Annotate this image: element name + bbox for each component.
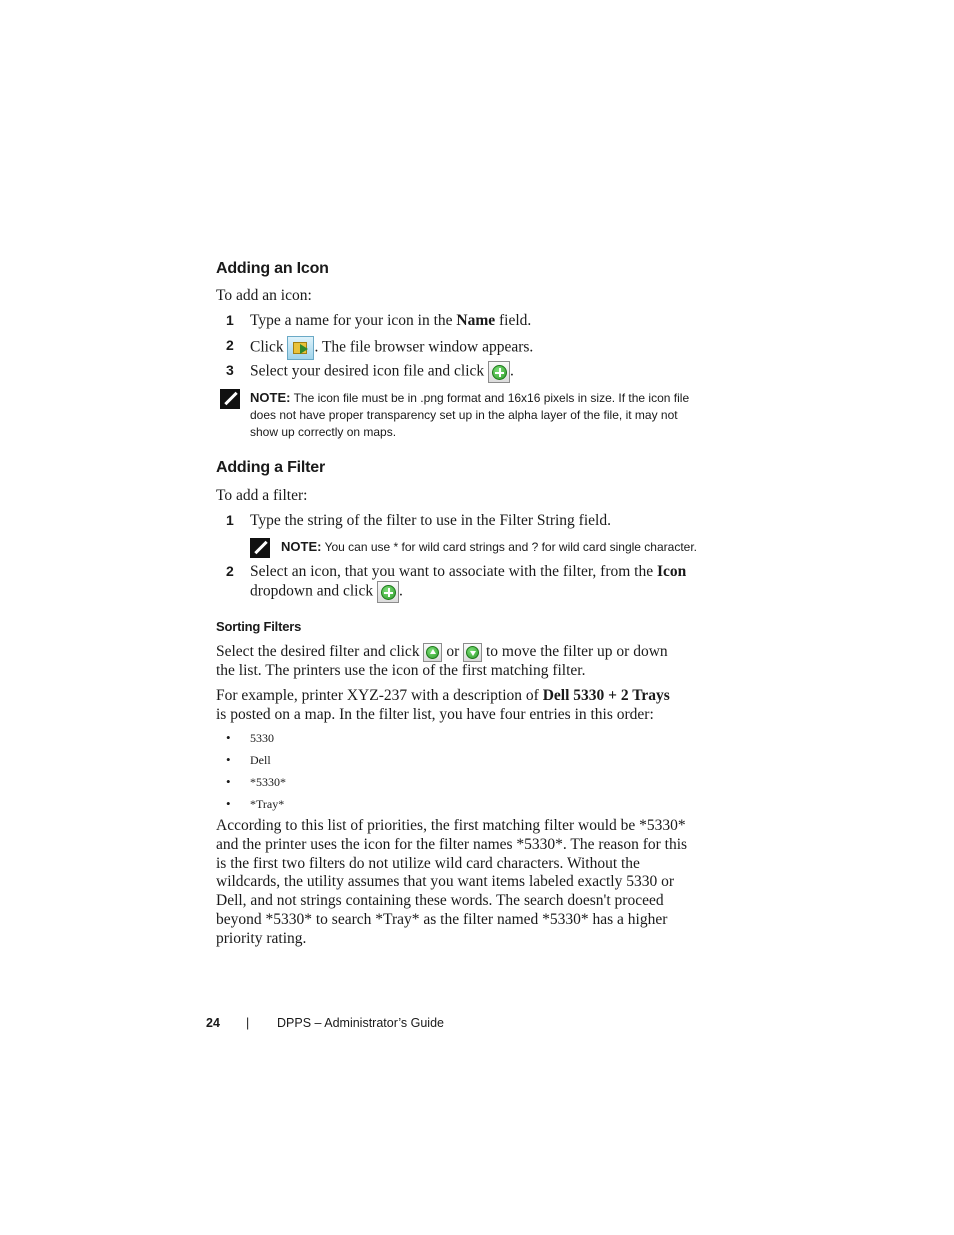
paragraph-line: and the printer uses the icon for the filter names *5330*. The reason for this [216,835,688,853]
section-intro: To add an icon: [216,287,312,304]
list-bullet: • [226,730,231,745]
step-number: 1 [226,512,234,528]
footer-title: DPPS – Administrator’s Guide [277,1016,444,1030]
paragraph-line: beyond *5330* to search *Tray* as the filter named *5330* has a higher [216,910,668,928]
list-bullet: • [226,796,231,811]
page-number: 24 [206,1016,220,1030]
step-text-part: . [398,582,403,600]
step-text-part: Click [250,338,288,356]
step-number: 3 [226,362,234,378]
paragraph-text: For example, printer XYZ-237 with a description of [216,687,543,704]
move-up-icon [423,643,442,662]
subsection-heading-sorting-filters: Sorting Filters [216,619,302,634]
step-number: 1 [226,312,234,328]
step-text-part: . The file browser window appears. [314,338,534,356]
paragraph-text: Select the desired filter and click [216,643,424,660]
section-intro: To add a filter: [216,487,308,504]
step-text-part: . [510,362,514,380]
section-heading-adding-icon: Adding an Icon [216,260,329,277]
step-text [250,562,686,581]
paragraph-line: According to this list of priorities, the first matching filter would be *5330* [216,817,686,834]
list-bullet: • [226,774,231,789]
note-text: does not have proper transparency set up in the alpha layer of the file, it may not [250,408,678,422]
paragraph-line: wildcards, the utility assumes that you want items labeled exactly 5330 or [216,873,675,891]
paragraph-line [216,642,668,662]
note-block [250,389,730,441]
green-plus-icon [488,361,510,383]
step-text [250,336,533,360]
list-bullet: • [226,752,231,767]
step-text: Type the string of the filter to use in the Filter String field. [250,512,611,529]
list-item: *5330* [250,775,286,789]
step-text-part: Select an icon, that you want to associate with the filter, from the [250,563,657,580]
note-pencil-icon [220,389,240,409]
note-block [281,538,697,556]
step-text [250,581,403,603]
folder-arrow-icon [287,336,314,360]
footer-separator: | [246,1016,250,1030]
paragraph-line: is the first two filters do not utilize wild card characters. Without the [216,854,640,872]
note-pencil-icon [250,538,270,558]
note-text: The icon file must be in .png format and 16x16 pixels in size. If the icon file [293,391,690,405]
step-text-part: dropdown and click [250,582,377,600]
paragraph-text: or [442,643,464,660]
step-number: 2 [226,337,234,353]
list-item: *Tray* [250,797,285,811]
section-heading-adding-filter: Adding a Filter [216,459,326,476]
paragraph-bold: Dell 5330 + 2 Trays [542,687,670,704]
step-text [250,311,531,330]
step-bold-term: Icon [657,563,687,580]
note-label: NOTE: [281,539,322,554]
paragraph-line: priority rating. [216,929,307,947]
step-number: 2 [226,563,234,579]
list-item: 5330 [250,731,274,745]
note-text: You can use * for wild card strings and ? for wild card single character. [324,540,697,554]
green-plus-icon [377,581,399,603]
paragraph-line [216,686,670,705]
step-text-part: Type a name for your icon in the [250,312,457,329]
paragraph-priorities [216,817,687,949]
step-bold-term: Name [456,312,496,329]
paragraph-line: Dell, and not strings containing these words. The search doesn't proceed [216,892,664,910]
list-item: Dell [250,753,271,767]
move-down-icon [463,643,482,662]
note-text: show up correctly on maps. [250,425,397,439]
step-text-part: field. [495,312,532,329]
step-text-part: Select your desired icon file and click [250,362,489,380]
step-text [250,361,514,383]
paragraph-text: to move the filter up or down [482,643,668,660]
paragraph-line: is posted on a map. In the filter list, you have four entries in this order: [216,706,654,723]
note-label: NOTE: [250,390,291,405]
paragraph-line: the list. The printers use the icon of the first matching filter. [216,662,586,679]
